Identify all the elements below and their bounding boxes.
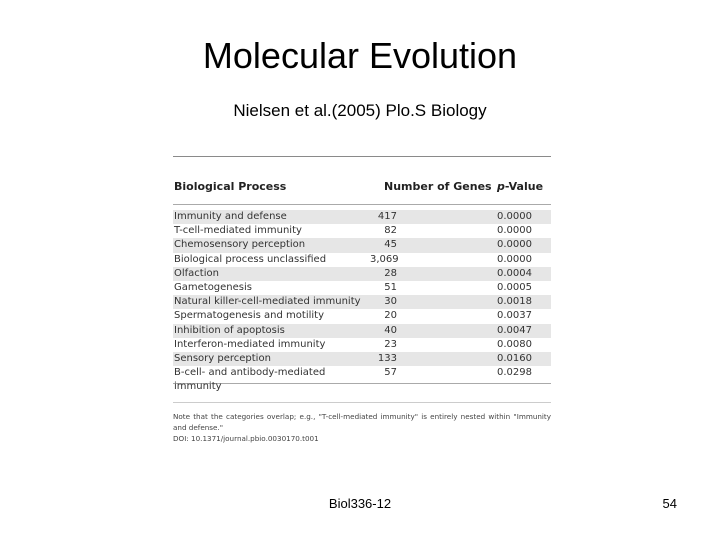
cell-number-of-genes: 30 [384, 296, 397, 308]
table-row [173, 238, 551, 252]
table-row [173, 267, 551, 281]
table-row [173, 352, 551, 366]
cell-p-value: 0.0080 [497, 338, 532, 350]
cell-process: Olfaction [174, 267, 219, 279]
header-biological-process: Biological Process [174, 180, 287, 193]
cell-p-value: 0.0298 [497, 367, 532, 379]
cell-process: Sensory perception [174, 352, 271, 364]
table-row [173, 324, 551, 338]
table-row [173, 309, 551, 323]
cell-number-of-genes: 51 [384, 281, 397, 293]
table-row [173, 253, 551, 267]
cell-process: Immunity and defense [174, 211, 287, 222]
cell-number-of-genes: 45 [384, 239, 397, 251]
slide-title: Molecular Evolution [202, 35, 518, 76]
cell-p-value: 0.0004 [497, 267, 532, 279]
table-header-row [173, 179, 551, 195]
cell-process: T-cell-mediated immunity [174, 225, 302, 237]
cell-p-value: 0.0160 [497, 352, 532, 364]
cell-p-value: 0.0005 [497, 281, 532, 293]
cell-number-of-genes: 23 [384, 338, 397, 350]
cell-process: Chemosensory perception [174, 239, 306, 251]
cell-number-of-genes: 3,069 [370, 253, 399, 265]
table-row [173, 295, 551, 309]
cell-p-value: 0.0000 [497, 253, 532, 265]
table-footnote: Note that the categories overlap; e.g., "T-cell-mediated immunity" is entirely nested within "Immunity and defense." [173, 412, 551, 433]
cell-process: Spermatogenesis and motility [174, 310, 325, 322]
table-row [173, 281, 551, 295]
header-number-of-genes: Number of Genes [384, 180, 492, 193]
header-p-value-rest: -Value [504, 180, 544, 193]
cell-process: Interferon-mediated immunity [174, 338, 326, 350]
cell-p-value: 0.0000 [497, 239, 532, 251]
table-bottom-rule [173, 383, 551, 384]
cell-process: Biological process unclassified [174, 253, 327, 265]
table-body [173, 210, 551, 393]
cell-p-value: 0.0018 [497, 296, 532, 308]
table-top-rule [173, 156, 551, 157]
table-row [173, 338, 551, 352]
table-figure [173, 156, 551, 444]
cell-number-of-genes: 40 [384, 324, 397, 336]
cell-process: Natural killer-cell-mediated immunity [174, 296, 361, 308]
cell-number-of-genes: 417 [377, 211, 397, 222]
table-doi: DOI: 10.1371/journal.pbio.0030170.t001 [173, 434, 319, 444]
cell-number-of-genes: 20 [384, 310, 397, 322]
slide-subtitle: Nielsen et al.(2005) Plo.S Biology [233, 101, 487, 120]
cell-process: B-cell- and antibody-mediated immunity [174, 367, 326, 393]
table-footnote-rule [173, 402, 551, 403]
table-row [173, 366, 551, 393]
slide-footer-course: Biol336-12 [328, 496, 392, 511]
slide-page-number: 54 [662, 496, 677, 511]
cell-number-of-genes: 82 [384, 225, 397, 237]
cell-process: Inhibition of apoptosis [174, 324, 285, 336]
cell-p-value: 0.0047 [497, 324, 532, 336]
cell-process: Gametogenesis [174, 281, 252, 293]
cell-number-of-genes: 28 [384, 267, 397, 279]
table-header-rule [173, 204, 551, 205]
header-p-value [497, 179, 551, 195]
cell-number-of-genes: 133 [377, 352, 397, 364]
cell-p-value: 0.0000 [497, 225, 532, 237]
header-p-value-italic: p [497, 180, 505, 193]
cell-p-value: 0.0037 [497, 310, 532, 322]
table-row [173, 210, 551, 224]
table-row [173, 224, 551, 238]
cell-number-of-genes: 57 [384, 367, 397, 379]
cell-p-value: 0.0000 [497, 211, 532, 222]
